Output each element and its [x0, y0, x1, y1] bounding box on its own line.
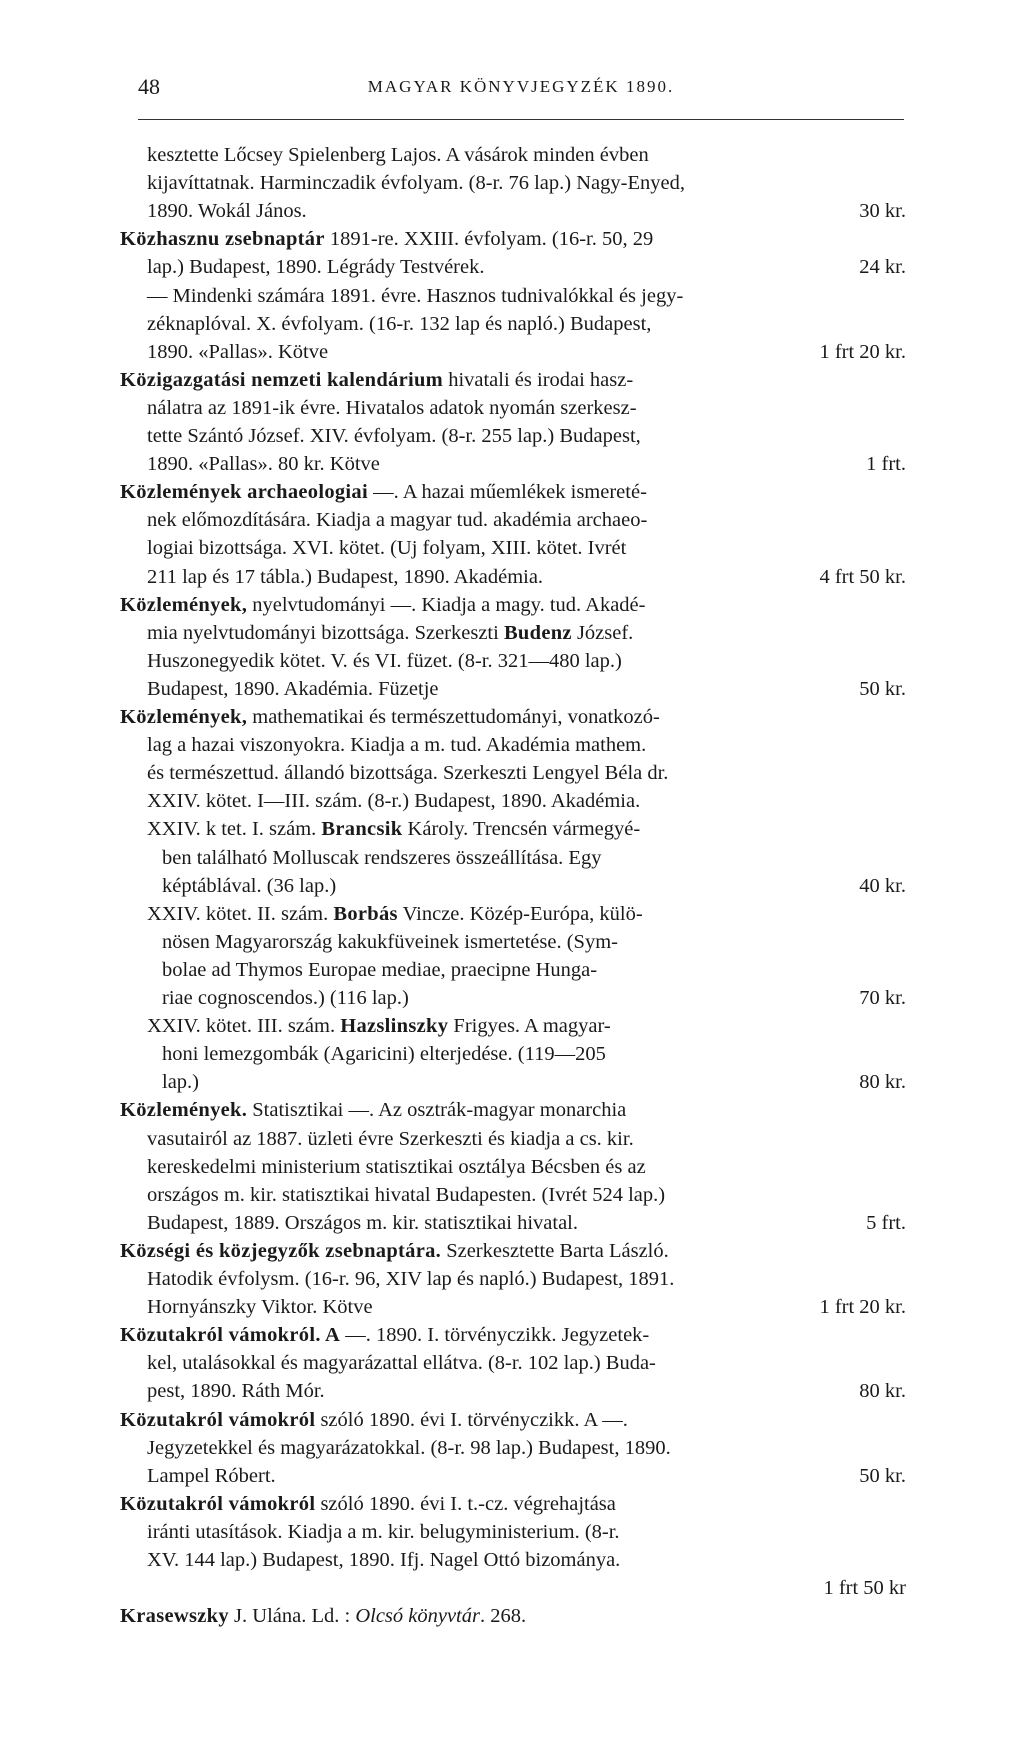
entry-text: mia nyelvtudományi bizottsága. Szerkeszti	[147, 621, 504, 644]
price: 70 kr.	[859, 987, 906, 1009]
entry-text: XV. 144 lap.) Budapest, 1890. Ifj. Nagel Ottó bizománya.	[147, 1549, 621, 1571]
line-text	[120, 365, 633, 395]
entry-heading: Közlemények archaeologiai	[120, 481, 368, 504]
line-text	[147, 337, 328, 367]
catalog-line	[0, 365, 1024, 395]
author-name: Hazslinszky	[340, 1015, 449, 1038]
line-text	[120, 477, 647, 507]
entry-text: 1891-re. XXIII. évfolyam. (16-r. 50, 29	[324, 228, 654, 251]
entry-text: iránti utasítások. Kiadja a m. kir. belugyministerium. (8-r.	[147, 1520, 620, 1543]
catalog-line	[0, 309, 1024, 339]
entry-text: pest, 1890. Ráth Mór.	[147, 1380, 325, 1403]
catalog-line	[0, 421, 1024, 451]
entry-text: Lampel Róbert.	[147, 1464, 276, 1487]
catalog-line	[0, 1236, 1024, 1266]
line-text	[147, 533, 626, 563]
line-text	[120, 1236, 669, 1266]
catalog-line	[0, 449, 1024, 479]
entry-text: Frigyes. A magyar-	[448, 1015, 611, 1038]
line-text	[147, 449, 380, 479]
catalog-line	[0, 1348, 1024, 1378]
line-text	[147, 505, 647, 535]
entry-text: Jegyzetekkel és magyarázatokkal. (8-r. 98 lap.) Budapest, 1890.	[147, 1436, 671, 1459]
entry-text: — Mindenki számára 1891. évre. Hasznos tudnivalókkal és jegy-	[147, 284, 684, 307]
entry-text: vasutairól az 1887. üzleti évre Szerkeszti és kiadja a cs. kir.	[147, 1127, 634, 1150]
entry-text: lag a hazai viszonyokra. Kiadja a m. tud. Akadémia mathem.	[147, 734, 647, 757]
price: 1 frt 20 kr.	[819, 340, 906, 363]
catalog-line	[0, 1461, 1024, 1491]
line-text	[120, 224, 653, 254]
line-text	[147, 1433, 671, 1463]
entry-text: Károly. Trencsén vármegyé-	[402, 818, 641, 841]
entry-text: XXIV. kötet. II. szám.	[147, 902, 334, 925]
entry-text: képtáblával. (36 lap.)	[162, 874, 337, 897]
line-text	[147, 1292, 373, 1322]
entry-text: honi lemezgombák (Agaricini) elterjedése. (119—205	[162, 1043, 606, 1066]
catalog-line	[0, 1573, 1024, 1603]
line-text	[147, 786, 640, 816]
line-text	[147, 1264, 674, 1294]
line-text	[147, 646, 622, 676]
entry-text: Hatodik évfolysm. (16-r. 96, XIV lap és napló.) Budapest, 1891.	[147, 1268, 675, 1290]
line-text	[147, 309, 651, 339]
catalog-line	[0, 1124, 1024, 1154]
entry-text: hivatali és irodai hasz-	[443, 368, 634, 391]
price: 80 kr.	[859, 1380, 906, 1403]
line-text	[147, 393, 637, 423]
catalog-line	[0, 618, 1024, 648]
catalog-line	[0, 281, 1024, 311]
catalog-line	[0, 562, 1024, 592]
entry-text: riae cognoscendos.) (116 lap.)	[162, 987, 409, 1009]
catalog-line	[0, 1152, 1024, 1182]
catalog-line	[0, 168, 1024, 198]
catalog-line	[0, 758, 1024, 788]
entry-text: és természettud. állandó bizottsága. Szerkeszti Lengyel Béla dr.	[147, 762, 669, 785]
catalog-line	[0, 814, 1024, 844]
line-text	[147, 758, 668, 788]
catalog-line	[0, 843, 1024, 873]
catalog-line	[0, 252, 1024, 282]
catalog-line	[0, 224, 1024, 254]
catalog-line	[0, 1320, 1024, 1350]
catalog-line	[0, 477, 1024, 507]
author-name: Borbás	[333, 902, 398, 925]
entry-text: Budapest, 1890. Akadémia. Füzetje	[147, 677, 439, 700]
catalog-line	[0, 1376, 1024, 1406]
line-text	[147, 281, 683, 311]
author-name: Budenz	[503, 621, 572, 644]
catalog-line	[0, 871, 1024, 901]
entry-text: bolae ad Thymos Europae mediae, praecipne Hunga-	[162, 958, 598, 981]
entry-heading: Közutakról vámokról	[120, 1408, 316, 1431]
entry-text: kereskedelmi ministerium statisztikai osztálya Bécsben és az	[147, 1155, 646, 1178]
entry-heading: Közutakról vámokról. A	[120, 1324, 341, 1347]
entry-text: lap.)	[162, 1071, 199, 1094]
line-text	[147, 1517, 620, 1547]
line-text	[147, 618, 633, 648]
catalog-line	[0, 927, 1024, 957]
catalog-line	[0, 196, 1024, 226]
price: 5 frt.	[866, 1211, 906, 1234]
entry-heading: Közhasznu zsebnaptár	[120, 228, 325, 251]
line-text	[147, 1208, 578, 1238]
line-text	[147, 1348, 656, 1378]
catalog-line	[0, 1545, 1024, 1575]
price: 50 kr.	[859, 677, 906, 700]
entry-text: nálatra az 1891-ik évre. Hivatalos adatok nyomán szerkesz-	[147, 396, 637, 419]
catalog-line	[0, 1208, 1024, 1238]
entry-text: Huszonegyedik kötet. V. és VI. füzet. (8-r. 321—480 lap.)	[147, 649, 622, 672]
entry-text: kel, utalásokkal és magyarázattal ellátva. (8-r. 102 lap.) Buda-	[147, 1352, 656, 1375]
price: 80 kr.	[859, 1071, 906, 1094]
line-text	[147, 562, 543, 592]
entry-text: Budapest, 1889. Országos m. kir. statisztikai hivatal.	[147, 1211, 579, 1234]
entry-heading: Közigazgatási nemzeti kalendárium	[120, 368, 444, 391]
catalog-line	[0, 955, 1024, 985]
entry-text: XXIV. kötet. I—III. szám. (8-r.) Budapest, 1890. Akadémia.	[147, 790, 641, 813]
catalog-line	[0, 674, 1024, 704]
line-text	[147, 168, 685, 198]
catalog-line	[0, 393, 1024, 423]
line-text	[147, 1461, 276, 1491]
cross-reference: Olcsó könyvtár	[355, 1605, 480, 1628]
entry-text: XXIV. k tet. I. szám.	[147, 818, 322, 841]
line-text	[162, 871, 336, 901]
price: 1 frt 20 kr.	[819, 1296, 906, 1319]
catalog-line	[0, 1011, 1024, 1041]
author-name: Brancsik	[321, 818, 403, 841]
entry-text: ben található Molluscak rendszeres összeállítása. Egy	[162, 846, 602, 869]
price: 30 kr.	[859, 200, 906, 223]
entry-text: Szerkesztette Barta László.	[441, 1239, 669, 1262]
entry-heading: Krasewszky	[120, 1605, 229, 1628]
catalog-line	[0, 730, 1024, 760]
catalog-line	[0, 1601, 1024, 1631]
line-text	[147, 1180, 665, 1210]
line-text	[120, 590, 645, 620]
entry-text: tette Szántó József. XIV. évfolyam. (8-r. 255 lap.) Budapest,	[147, 425, 641, 447]
catalog-line	[0, 1095, 1024, 1125]
line-text	[162, 1039, 606, 1069]
line-text	[147, 1124, 634, 1154]
entry-text: Hornyánszky Viktor. Kötve	[147, 1296, 373, 1319]
catalog-line	[0, 533, 1024, 563]
line-text	[162, 983, 409, 1013]
line-text	[162, 955, 597, 985]
entry-text: zéknaplóval. X. évfolyam. (16-r. 132 lap és napló.) Budapest,	[147, 312, 652, 335]
line-text	[120, 1320, 649, 1350]
entry-text: . 268.	[479, 1605, 527, 1628]
entry-text: nösen Magyarország kakukfüveinek ismertetése. (Sym-	[162, 930, 618, 953]
catalog-line	[0, 337, 1024, 367]
catalog-line	[0, 1292, 1024, 1322]
line-text	[147, 899, 643, 929]
entry-text: 1890. «Pallas». 80 kr. Kötve	[147, 453, 380, 476]
line-text	[147, 1545, 620, 1575]
entry-heading: Közlemények,	[120, 706, 248, 728]
entry-text: 1890. «Pallas». Kötve	[147, 340, 329, 363]
price: 4 frt 50 kr.	[819, 565, 906, 588]
catalog-line	[0, 702, 1024, 732]
catalog-line	[0, 1433, 1024, 1463]
entry-text: —. A hazai műemlékek ismereté-	[367, 481, 647, 504]
entry-text: 211 lap és 17 tábla.) Budapest, 1890. Akadémia.	[147, 565, 544, 588]
line-text	[147, 196, 307, 226]
entry-text: XXIV. kötet. III. szám.	[147, 1015, 341, 1038]
price: 24 kr.	[859, 256, 906, 279]
page-number: 48	[138, 74, 160, 99]
entry-text: József.	[571, 621, 634, 644]
line-text	[162, 927, 618, 957]
entry-text: logiai bizottsága. XVI. kötet. (Uj folyam, XIII. kötet. Ivrét	[147, 537, 627, 560]
catalog-line	[0, 1517, 1024, 1547]
catalog-line	[0, 1264, 1024, 1294]
entry-text: kijavíttatnak. Harminczadik évfolyam. (8-r. 76 lap.) Nagy-Enyed,	[147, 172, 685, 195]
entry-heading: Közutakról vámokról	[120, 1492, 316, 1515]
entry-heading: Közlemények.	[120, 1099, 248, 1122]
line-text	[147, 1376, 325, 1406]
entry-heading: Községi és közjegyzők zsebnaptára.	[120, 1239, 442, 1262]
catalog-line	[0, 1067, 1024, 1097]
price: 40 kr.	[859, 874, 906, 897]
line-text	[120, 1489, 616, 1519]
catalog-line	[0, 140, 1024, 170]
line-text	[120, 702, 660, 732]
price: 1 frt.	[866, 453, 906, 476]
entry-text: 1890. Wokál János.	[147, 200, 307, 223]
catalog-line	[0, 1489, 1024, 1519]
entry-text: J. Ulána. Ld. :	[228, 1605, 356, 1628]
catalog-line	[0, 899, 1024, 929]
catalog-line	[0, 590, 1024, 620]
entry-text: Vincze. Közép-Európa, külö-	[397, 902, 643, 925]
line-text	[147, 1011, 611, 1041]
catalog-line	[0, 646, 1024, 676]
line-text	[147, 730, 646, 760]
line-text	[162, 1067, 199, 1097]
entry-text: országos m. kir. statisztikai hivatal Budapesten. (Ivrét 524 lap.)	[147, 1183, 666, 1206]
line-text	[147, 1152, 646, 1182]
line-text	[120, 1601, 526, 1631]
catalog-line	[0, 1180, 1024, 1210]
catalog-line	[0, 1405, 1024, 1435]
entry-text: lap.) Budapest, 1890. Légrády Testvérek.	[147, 256, 485, 279]
line-text	[162, 843, 601, 873]
line-text	[147, 814, 640, 844]
catalog-line	[0, 983, 1024, 1013]
entry-text: —. 1890. I. törvényczikk. Jegyzetek-	[340, 1324, 650, 1347]
catalog-line	[0, 505, 1024, 535]
catalog-line	[0, 786, 1024, 816]
line-text	[147, 421, 641, 451]
entry-text: szóló 1890. évi I. t.-cz. végrehajtása	[315, 1492, 616, 1515]
entry-heading: Közlemények,	[120, 593, 248, 616]
entry-text: Statisztikai —. Az osztrák-magyar monarchia	[247, 1099, 627, 1122]
running-title: MAGYAR KÖNYVJEGYZÉK 1890.	[367, 77, 675, 96]
line-text	[120, 1095, 626, 1125]
entry-text: mathematikai és természettudományi, vonatkozó-	[247, 706, 660, 728]
price: 1 frt 50 kr	[823, 1577, 906, 1600]
entry-text: nyelvtudományi —. Kiadja a magy. tud. Akadé-	[247, 593, 646, 616]
line-text	[120, 1405, 628, 1435]
catalog-line	[0, 1039, 1024, 1069]
line-text	[147, 674, 439, 704]
entry-text: kesztette Lőcsey Spielenberg Lajos. A vásárok minden évben	[147, 144, 649, 166]
line-text	[147, 140, 649, 170]
price: 50 kr.	[859, 1464, 906, 1487]
entry-text: szóló 1890. évi I. törvényczikk. A —.	[315, 1408, 628, 1431]
line-text	[147, 252, 484, 282]
entry-text: nek előmozdítására. Kiadja a magyar tud. akadémia archaeo-	[147, 509, 648, 532]
